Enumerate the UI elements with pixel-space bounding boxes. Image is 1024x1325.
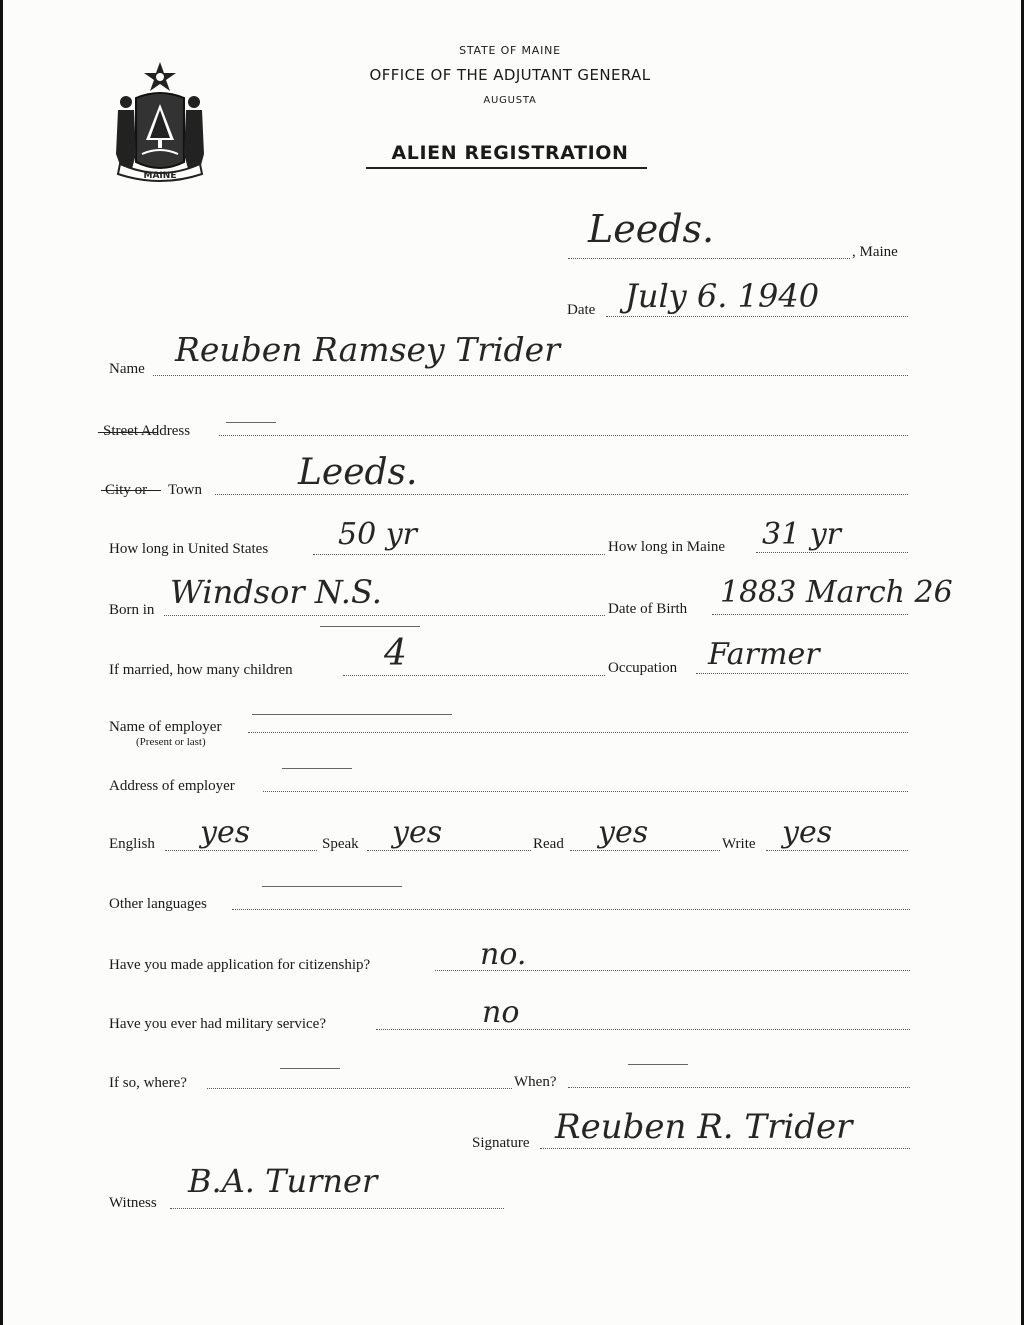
where-line <box>207 1088 512 1089</box>
signature-label: Signature <box>472 1135 530 1151</box>
citizenship-line <box>435 970 910 971</box>
born-in-line <box>164 615 605 616</box>
how-long-us-label: How long in United States <box>109 541 269 557</box>
seal-lettering: MAINE <box>143 171 177 181</box>
scan-edge-left <box>0 0 3 1325</box>
name-label: Name <box>109 361 145 377</box>
street-strikethrough <box>98 432 158 433</box>
employer-name-dash <box>252 714 452 715</box>
state-heading: STATE OF MAINE <box>459 44 561 57</box>
employer-note-label: (Present or last) <box>136 736 206 748</box>
years-maine-line <box>756 552 908 553</box>
occupation-line <box>696 673 908 674</box>
other-languages-line <box>232 909 910 910</box>
date-line <box>606 316 908 317</box>
speak-entry: yes <box>392 815 443 850</box>
date-of-birth-label: Date of Birth <box>608 601 688 617</box>
maine-state-seal <box>106 58 214 186</box>
date-of-birth-line <box>712 614 908 615</box>
employer-address-dash <box>282 768 352 769</box>
speak-label: Speak <box>322 836 359 852</box>
born-in-label: Born in <box>109 602 155 618</box>
born-in-entry: Windsor N.S. <box>170 573 382 611</box>
read-entry: yes <box>598 815 649 850</box>
date-entry: July 6. 1940 <box>625 277 820 315</box>
witness-line <box>170 1208 504 1209</box>
english-line <box>165 850 317 851</box>
children-entry: 4 <box>384 633 407 674</box>
write-line <box>766 850 908 851</box>
citizenship-label: Have you made application for citizenship? <box>109 957 371 973</box>
write-label: Write <box>722 836 756 852</box>
town-entry: Leeds. <box>298 452 418 493</box>
employer-address-label: Address of employer <box>109 778 235 794</box>
form-title: ALIEN REGISTRATION <box>391 142 629 164</box>
other-languages-dash <box>262 886 402 887</box>
children-label: If married, how many children <box>109 662 293 678</box>
years-us-entry: 50 yr <box>338 517 417 552</box>
years-us-line <box>313 554 605 555</box>
street-address-label: Street Address <box>103 423 191 439</box>
how-long-maine-label: How long in Maine <box>608 539 726 555</box>
name-line <box>153 375 908 376</box>
children-line <box>343 675 605 676</box>
where-dash <box>280 1068 340 1069</box>
signature-entry: Reuben R. Trider <box>555 1107 853 1147</box>
city-strikethrough <box>101 490 161 491</box>
town-line <box>215 494 908 495</box>
write-entry: yes <box>782 815 833 850</box>
employer-address-line <box>263 791 908 792</box>
read-line <box>570 850 720 851</box>
place-line <box>568 258 850 259</box>
other-languages-label: Other languages <box>109 896 207 912</box>
signature-line <box>540 1148 910 1149</box>
street-line <box>219 435 908 436</box>
date-label: Date <box>567 302 596 318</box>
witness-label: Witness <box>109 1195 157 1211</box>
witness-entry: B.A. Turner <box>188 1162 378 1200</box>
where-label: If so, where? <box>109 1075 187 1091</box>
when-label: When? <box>514 1074 557 1090</box>
place-entry: Leeds. <box>588 207 715 251</box>
read-label: Read <box>533 836 564 852</box>
town-label: Town <box>168 482 202 498</box>
speak-line <box>367 850 531 851</box>
city-heading: AUGUSTA <box>483 95 537 106</box>
city-or-label: City or <box>105 482 148 498</box>
military-label: Have you ever had military service? <box>109 1016 326 1032</box>
occupation-label: Occupation <box>608 660 678 676</box>
years-maine-entry: 31 yr <box>762 517 841 552</box>
date-of-birth-entry: 1883 March 26 <box>720 575 953 610</box>
name-entry: Reuben Ramsey Trider <box>175 330 560 369</box>
street-dash <box>226 422 276 423</box>
english-label: English <box>109 836 155 852</box>
employer-name-line <box>248 732 908 733</box>
office-heading: OFFICE OF THE ADJUTANT GENERAL <box>369 66 651 84</box>
employer-name-label: Name of employer <box>109 719 222 735</box>
when-line <box>568 1087 910 1088</box>
maine-label: , Maine <box>852 244 898 260</box>
when-dash <box>628 1064 688 1065</box>
military-line <box>376 1029 910 1030</box>
military-entry: no <box>482 995 520 1030</box>
born-in-dash <box>320 626 420 627</box>
title-underline <box>366 167 647 169</box>
english-entry: yes <box>200 815 251 850</box>
occupation-entry: Farmer <box>708 637 820 672</box>
citizenship-entry: no. <box>480 937 527 972</box>
